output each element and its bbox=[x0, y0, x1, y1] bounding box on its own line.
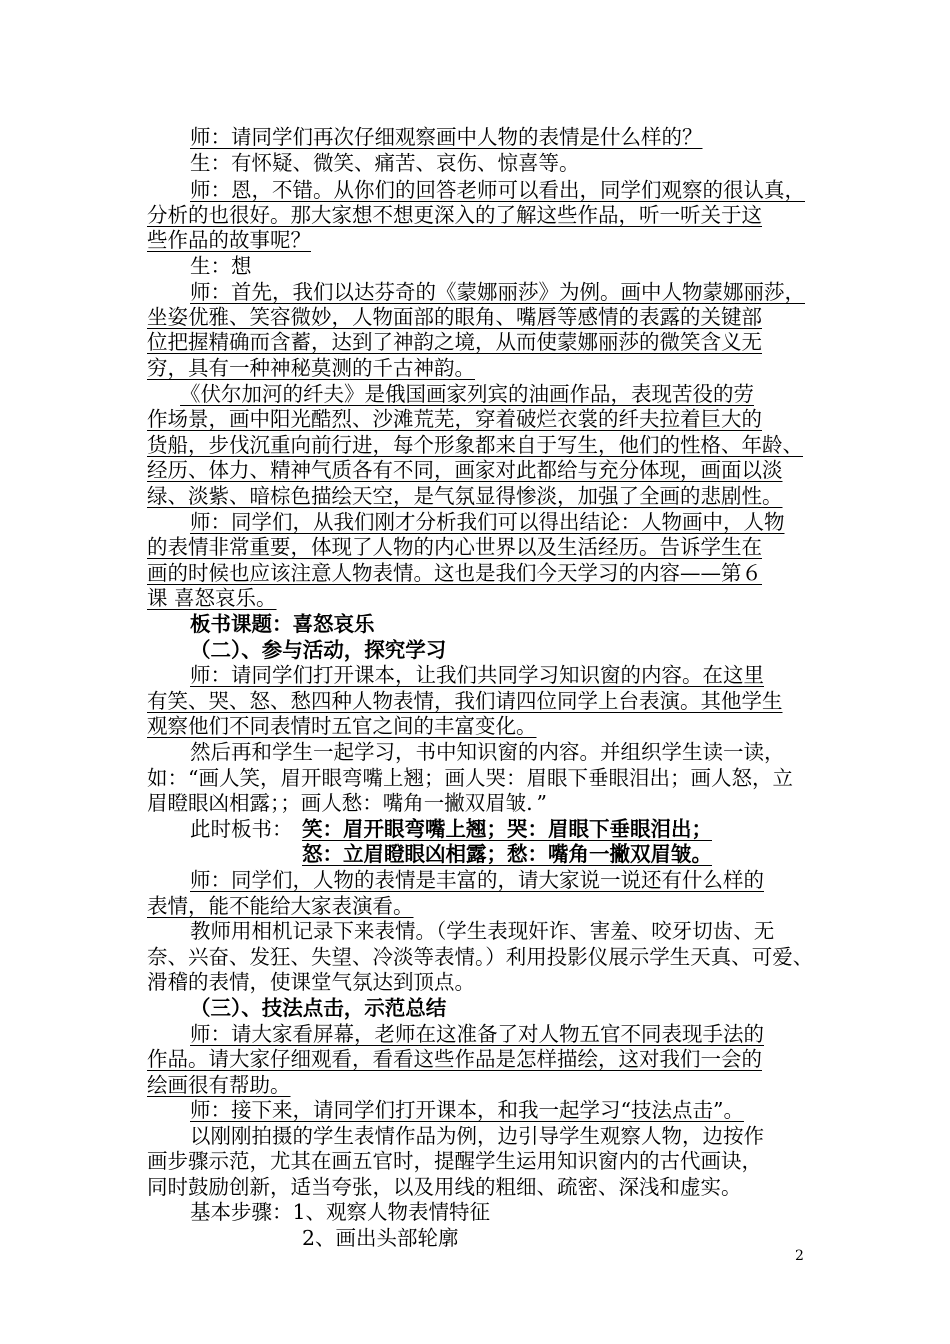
text-line: 师：恩，不错。从你们的回答老师可以看出，同学们观察的很认真， bbox=[190, 178, 805, 202]
text-line: 师：请大家看屏幕，老师在这准备了对人物五官不同表现手法的 bbox=[190, 1022, 764, 1046]
text-line: 坐姿优雅、笑容微妙，人物面部的眼角、嘴唇等感情的表露的关键部 bbox=[147, 305, 762, 329]
section-heading: （二）、参与活动，探究学习 bbox=[190, 638, 447, 662]
section-heading: （三）、技法点击，示范总结 bbox=[190, 996, 447, 1020]
text-line: 以刚刚拍摄的学生表情作品为例，边引导学生观察人物，边按作 bbox=[190, 1124, 764, 1148]
text-line: 《伏尔加河的纤夫》是俄国画家列宾的油画作品，表现苦役的劳 bbox=[180, 382, 754, 406]
board-title: 板书课题：喜怒哀乐 bbox=[190, 612, 375, 636]
text-line: 2、画出头部轮廓 bbox=[302, 1226, 459, 1250]
text-line: 位把握精确而含蓄，达到了神韵之境，从而使蒙娜丽莎的微笑含义无 bbox=[147, 330, 762, 354]
board-label: 此时板书： bbox=[190, 817, 293, 841]
text-line: 绿、淡紫、暗棕色描绘天空，是气氛显得惨淡，加强了全画的悲剧性。 bbox=[147, 484, 783, 508]
text-line: 师：同学们，人物的表情是丰富的，请大家说一说还有什么样的 bbox=[190, 868, 764, 892]
text-line: 观察他们不同表情时五官之间的丰富变化。 bbox=[147, 714, 537, 738]
text-line: 师：接下来，请同学们打开课本，和我一起学习“技法点击”。 bbox=[190, 1098, 744, 1122]
text-line: 师：请同学们再次仔细观察画中人物的表情是什么样的？ bbox=[190, 125, 703, 149]
board-content-line-1: 笑：眉开眼弯嘴上翘；哭：眉眼下垂眼泪出； bbox=[302, 817, 712, 841]
text-line: 货船，步伐沉重向前行进，每个形象都来自于写生，他们的性格、年龄、 bbox=[147, 433, 803, 457]
text-line: 绘画很有帮助。 bbox=[147, 1073, 291, 1097]
text-line: 穷，具有一种神秘莫测的千古神韵。 bbox=[147, 356, 475, 380]
text-line: 师：同学们，从我们刚才分析我们可以得出结论：人物画中，人物 bbox=[190, 510, 785, 534]
text-line: 如：“画人笑，眉开眼弯嘴上翘；画人哭：眉眼下垂眼泪出；画人怒，立 bbox=[147, 766, 793, 790]
text-line: 眉瞪眼凶相露；；画人愁：嘴角一撇双眉皱．” bbox=[147, 791, 547, 815]
text-line: 滑稽的表情，使课堂气氛达到顶点。 bbox=[147, 970, 475, 994]
text-line: 然后再和学生一起学习，书中知识窗的内容。并组织学生读一读， bbox=[190, 740, 785, 764]
text-line: 生：有怀疑、微笑、痛苦、哀伤、惊喜等。 bbox=[190, 151, 580, 175]
text-line: 分析的也很好。那大家想不想更深入的了解这些作品，听一听关于这 bbox=[147, 203, 762, 227]
page-number: 2 bbox=[795, 1248, 804, 1264]
text-line: 有笑、哭、怒、愁四种人物表情，我们请四位同学上台表演。其他学生 bbox=[147, 689, 783, 713]
text-line: 同时鼓励创新，适当夸张，以及用线的粗细、疏密、深浅和虚实。 bbox=[147, 1175, 742, 1199]
text-line: 经历、体力、精神气质各有不同，画家对此都给与充分体现，画面以淡 bbox=[147, 458, 783, 482]
text-line: 画的时候也应该注意人物表情。这也是我们今天学习的内容——第６ bbox=[147, 561, 762, 585]
text-line: 表情，能不能给大家表演看。 bbox=[147, 894, 414, 918]
board-content-line-2: 怒：立眉瞪眼凶相露；愁：嘴角一撇双眉皱。 bbox=[302, 842, 712, 866]
text-line: 教师用相机记录下来表情。（学生表现奸诈、害羞、咬牙切齿、无 bbox=[190, 919, 775, 943]
text-line: 奈、兴奋、发狂、失望、冷淡等表情。）利用投影仪展示学生天真、可爱、 bbox=[147, 945, 814, 969]
text-line: 师：首先，我们以达芬奇的《蒙娜丽莎》为例。画中人物蒙娜丽莎， bbox=[190, 280, 805, 304]
text-line: 作场景，画中阳光酷烈、沙滩荒芜，穿着破烂衣裳的纤夫拉着巨大的 bbox=[147, 407, 762, 431]
text-line: 些作品的故事呢？ bbox=[147, 228, 311, 252]
text-line: 画步骤示范，尤其在画五官时，提醒学生运用知识窗内的古代画诀， bbox=[147, 1149, 762, 1173]
text-line: 师：请同学们打开课本，让我们共同学习知识窗的内容。在这里 bbox=[190, 663, 764, 687]
text-line: 基本步骤：1、观察人物表情特征 bbox=[190, 1200, 491, 1224]
text-line: 课 喜怒哀乐。 bbox=[147, 586, 277, 610]
text-line: 作品。请大家仔细观看，看看这些作品是怎样描绘，这对我们一会的 bbox=[147, 1047, 762, 1071]
text-line: 生：想 bbox=[190, 254, 252, 278]
text-line: 的表情非常重要，体现了人物的内心世界以及生活经历。告诉学生在 bbox=[147, 535, 762, 559]
